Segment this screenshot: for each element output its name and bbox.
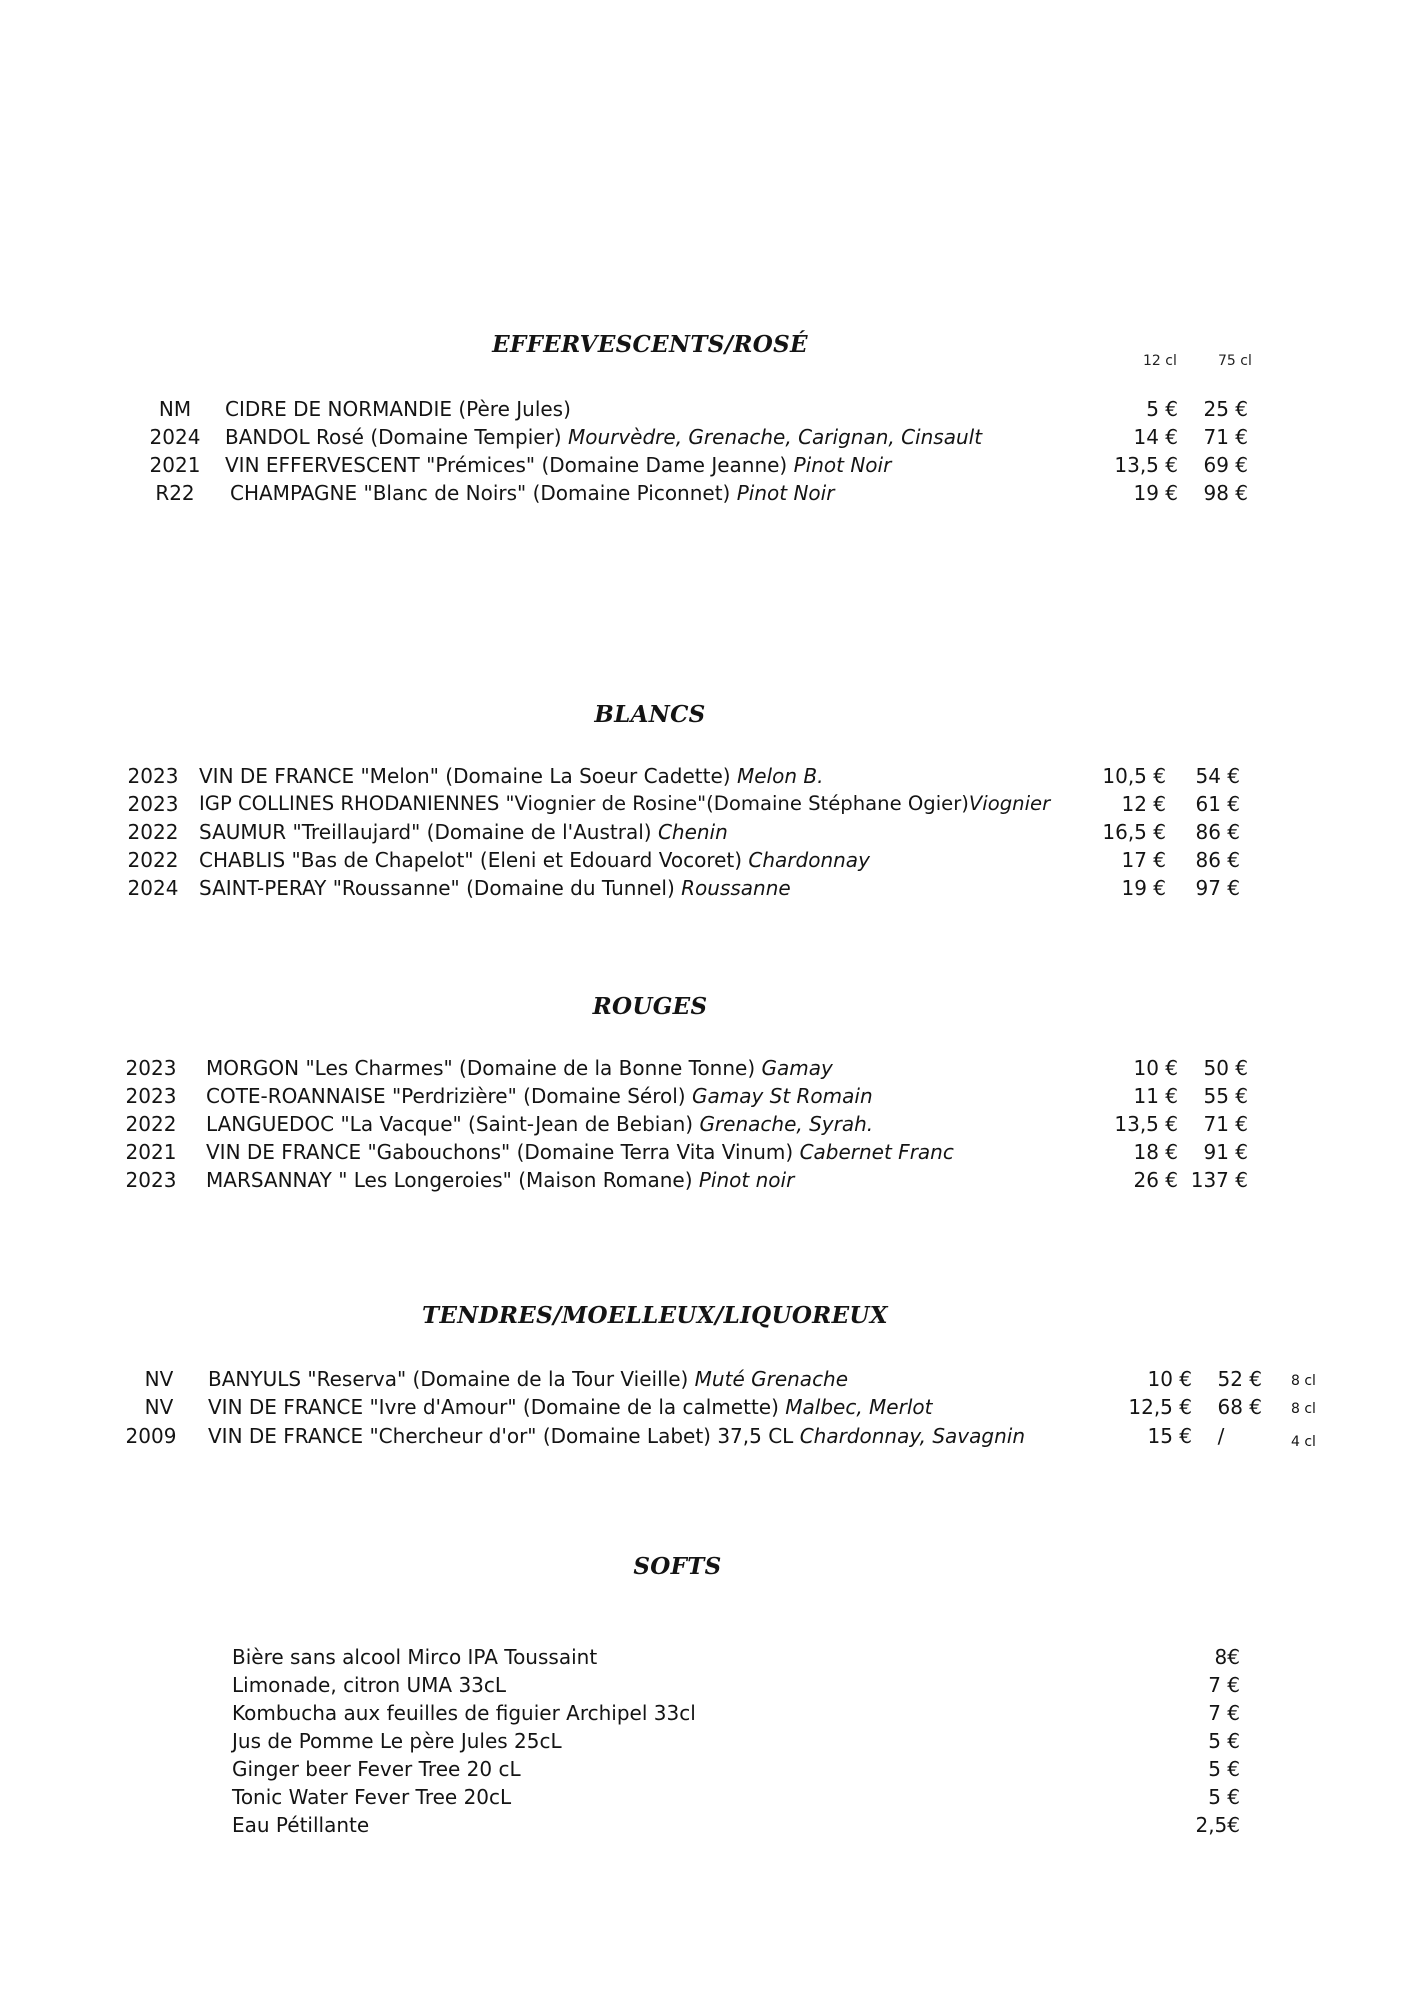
wine-year: 2023 — [127, 792, 179, 816]
price-75cl: 137 € — [1190, 1168, 1248, 1192]
wine-year: 2024 — [127, 876, 179, 900]
price-12cl: 13,5 € — [1114, 1112, 1178, 1136]
price-75cl: 61 € — [1195, 792, 1240, 816]
price-12cl: 13,5 € — [1114, 453, 1178, 477]
price-12cl: 18 € — [1133, 1140, 1178, 1164]
wine-name: VIN DE FRANCE "Gabouchons" (Domaine Terra Vita Vinum) Cabernet Franc — [206, 1140, 954, 1164]
price-75cl: 69 € — [1203, 453, 1248, 477]
wine-name: VIN EFFERVESCENT "Prémices" (Domaine Dame Jeanne) Pinot Noir — [225, 453, 892, 477]
wine-row — [0, 1082, 1414, 1110]
wine-name: CHABLIS "Bas de Chapelot" (Eleni et Edouard Vocoret) Chardonnay — [199, 848, 870, 872]
wine-row — [0, 790, 1414, 818]
wine-row — [0, 762, 1414, 790]
wine-year: 2023 — [125, 1056, 177, 1080]
soft-row — [0, 1671, 1414, 1699]
wine-row — [0, 423, 1414, 451]
wine-name: LANGUEDOC "La Vacque" (Saint-Jean de Bebian) Grenache, Syrah. — [206, 1112, 874, 1136]
price-75cl: 55 € — [1203, 1084, 1248, 1108]
section-title-softs: SOFTS — [633, 1553, 722, 1580]
wine-row — [0, 1422, 1414, 1450]
wine-name: VIN DE FRANCE "Ivre d'Amour" (Domaine de la calmette) Malbec, Merlot — [208, 1395, 933, 1419]
price-75cl: 86 € — [1195, 820, 1240, 844]
wine-name: CHAMPAGNE "Blanc de Noirs" (Domaine Piconnet) Pinot Noir — [230, 481, 835, 505]
price-12cl: 5 € — [1146, 397, 1178, 421]
price-75cl: 54 € — [1195, 764, 1240, 788]
price-12cl: 19 € — [1133, 481, 1178, 505]
price-12cl: 17 € — [1121, 848, 1166, 872]
price-75cl: 91 € — [1203, 1140, 1248, 1164]
wine-name: BANDOL Rosé (Domaine Tempier) Mourvèdre, Grenache, Carignan, Cinsault — [225, 425, 983, 449]
wine-row — [0, 1110, 1414, 1138]
price-75cl: 50 € — [1203, 1056, 1248, 1080]
price-75cl: 86 € — [1195, 848, 1240, 872]
wine-name: CIDRE DE NORMANDIE (Père Jules) — [225, 397, 571, 421]
soft-name: Eau Pétillante — [232, 1813, 370, 1837]
wine-name: IGP COLLINES RHODANIENNES "Viognier de Rosine"(Domaine Stéphane Ogier)Viognier — [199, 792, 1051, 815]
wine-name: MORGON "Les Charmes" (Domaine de la Bonne Tonne) Gamay — [206, 1056, 833, 1080]
soft-row — [0, 1755, 1414, 1783]
soft-price: 7 € — [1208, 1673, 1240, 1697]
soft-name: Kombucha aux feuilles de figuier Archipel 33cl — [232, 1701, 696, 1725]
price-75cl: 71 € — [1203, 1112, 1248, 1136]
soft-price: 5 € — [1208, 1729, 1240, 1753]
glass-volume: 4 cl — [1291, 1434, 1316, 1450]
wine-name: COTE-ROANNAISE "Perdrizière" (Domaine Sérol) Gamay St Romain — [206, 1084, 873, 1108]
soft-price: 8€ — [1214, 1645, 1240, 1669]
wine-name: VIN DE FRANCE "Melon" (Domaine La Soeur Cadette) Melon B. — [199, 764, 824, 788]
wine-name: SAINT-PERAY "Roussanne" (Domaine du Tunnel) Roussanne — [199, 876, 791, 900]
wine-year: 2022 — [127, 848, 179, 872]
price-bottle: 52 € — [1217, 1367, 1262, 1391]
glass-volume: 8 cl — [1291, 1401, 1316, 1417]
wine-row — [0, 1365, 1414, 1393]
wine-name: VIN DE FRANCE "Chercheur d'or" (Domaine Labet) 37,5 CL Chardonnay, Savagnin — [208, 1424, 1025, 1448]
soft-row — [0, 1727, 1414, 1755]
wine-row — [0, 1166, 1414, 1194]
soft-row — [0, 1783, 1414, 1811]
price-12cl: 10,5 € — [1102, 764, 1166, 788]
price-glass: 12,5 € — [1128, 1395, 1192, 1419]
wine-row — [0, 818, 1414, 846]
wine-year: 2023 — [127, 764, 179, 788]
wine-year: NV — [144, 1395, 174, 1419]
wine-name: SAUMUR "Treillaujard" (Domaine de l'Austral) Chenin — [199, 820, 728, 844]
wine-year: 2009 — [125, 1424, 177, 1448]
soft-row — [0, 1643, 1414, 1671]
column-header-12cl: 12 cl — [1143, 353, 1177, 369]
soft-name: Jus de Pomme Le père Jules 25cL — [232, 1729, 562, 1753]
price-12cl: 10 € — [1133, 1056, 1178, 1080]
price-12cl: 16,5 € — [1102, 820, 1166, 844]
soft-name: Ginger beer Fever Tree 20 cL — [232, 1757, 521, 1781]
price-bottle: 68 € — [1217, 1395, 1262, 1419]
wine-year: 2023 — [125, 1168, 177, 1192]
wine-row — [0, 451, 1414, 479]
wine-year: 2021 — [149, 453, 201, 477]
soft-price: 2,5€ — [1195, 1813, 1240, 1837]
soft-name: Bière sans alcool Mirco IPA Toussaint — [232, 1645, 598, 1669]
wine-year: 2024 — [149, 425, 201, 449]
price-75cl: 97 € — [1195, 876, 1240, 900]
soft-name: Tonic Water Fever Tree 20cL — [232, 1785, 512, 1809]
wine-row — [0, 479, 1414, 507]
wine-row — [0, 1393, 1414, 1421]
price-75cl: 98 € — [1203, 481, 1248, 505]
soft-row — [0, 1811, 1414, 1839]
soft-row — [0, 1699, 1414, 1727]
column-header-75cl: 75 cl — [1218, 353, 1252, 369]
wine-year: 2022 — [125, 1112, 177, 1136]
soft-price: 7 € — [1208, 1701, 1240, 1725]
wine-row — [0, 395, 1414, 423]
wine-year: 2023 — [125, 1084, 177, 1108]
wine-year: R22 — [155, 481, 195, 505]
soft-price: 5 € — [1208, 1785, 1240, 1809]
wine-name: BANYULS "Reserva" (Domaine de la Tour Vieille) Muté Grenache — [208, 1367, 849, 1391]
wine-row — [0, 874, 1414, 902]
section-title-effervescents: EFFERVESCENTS/ROSÉ — [492, 331, 808, 358]
soft-price: 5 € — [1208, 1757, 1240, 1781]
price-glass: 15 € — [1147, 1424, 1192, 1448]
soft-name: Limonade, citron UMA 33cL — [232, 1673, 507, 1697]
price-glass: 10 € — [1147, 1367, 1192, 1391]
wine-name: MARSANNAY " Les Longeroies" (Maison Romane) Pinot noir — [206, 1168, 795, 1192]
wine-year: 2021 — [125, 1140, 177, 1164]
price-12cl: 11 € — [1133, 1084, 1178, 1108]
price-12cl: 26 € — [1133, 1168, 1178, 1192]
wine-row — [0, 846, 1414, 874]
wine-year: NM — [158, 397, 192, 421]
price-12cl: 19 € — [1121, 876, 1166, 900]
price-12cl: 12 € — [1121, 792, 1166, 816]
glass-volume: 8 cl — [1291, 1373, 1316, 1389]
wine-row — [0, 1054, 1414, 1082]
price-75cl: 25 € — [1203, 397, 1248, 421]
wine-year: NV — [144, 1367, 174, 1391]
wine-year: 2022 — [127, 820, 179, 844]
price-bottle: / — [1217, 1424, 1225, 1448]
wine-row — [0, 1138, 1414, 1166]
price-12cl: 14 € — [1133, 425, 1178, 449]
price-75cl: 71 € — [1203, 425, 1248, 449]
section-title-tendres: TENDRES/MOELLEUX/LIQUOREUX — [422, 1302, 888, 1329]
section-title-rouges: ROUGES — [592, 993, 708, 1020]
section-title-blancs: BLANCS — [594, 701, 706, 728]
